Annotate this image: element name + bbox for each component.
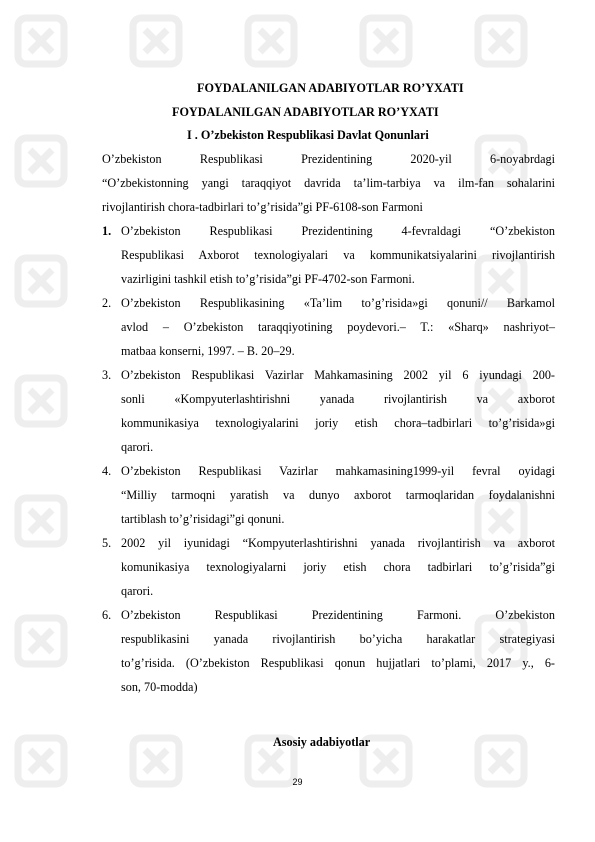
reference-number: 1. — [102, 224, 112, 238]
reference-line: qarori. — [121, 440, 154, 454]
reference-text — [121, 463, 555, 535]
reference-number: 2. — [102, 296, 112, 310]
reference-line: O’zbekiston Respublikasi Vazirlar Mahkamasining 2002 yil 6 iyundagi 200- — [121, 368, 555, 382]
reference-line: matbaa konserni, 1997. – B. 20–29. — [121, 344, 295, 358]
reference-line: O’zbekiston Respublikasining «Ta’lim to’g’risida»gi qonuni// Barkamol — [121, 296, 555, 310]
reference-line: “Milliy tarmoqni yaratish va dunyo axborot tarmoqlaridan foydalanishni — [121, 488, 555, 502]
page-number: 29 — [292, 777, 303, 787]
reference-line: O’zbekiston Respublikasi Vazirlar mahkamasining1999-yil fevral oyidagi — [121, 464, 555, 478]
reference-line: avlod – O’zbekiston taraqqiyotining poydevori.– T.: «Sharq» nashriyot– — [121, 320, 555, 334]
reference-line: komunikasiya texnologiyalarni joriy etish chora tadbirlari to’g’risida”gi — [121, 560, 555, 574]
intro-paragraph — [102, 151, 555, 223]
reference-text — [121, 535, 555, 607]
reference-line: O’zbekiston Respublikasi Prezidentining 4-fevraldagi “O’zbekiston — [121, 224, 555, 238]
reference-line: respublikasini yanada rivojlantirish bo’yicha harakatlar strategiyasi — [121, 632, 555, 646]
reference-line: Respublikasi Axborot texnologiyalari va kommunikatsiyalarini rivojlantirish — [121, 248, 555, 262]
section-title: I . O’zbekiston Respublikasi Davlat Qonunlari — [187, 128, 429, 142]
reference-line: qarori. — [121, 584, 154, 598]
closing-heading: Asosiy adabiyotlar — [273, 735, 371, 749]
reference-number: 4. — [102, 464, 112, 478]
reference-line: 2002 yil iyunidagi “Kompyuterlashtirishni yanada rivojlantirish va axborot — [121, 536, 555, 550]
reference-number: 5. — [102, 536, 112, 550]
reference-line: kommunikasiya texnologiyalarini joriy etish chora–tadbirlari to’g’risida»gi — [121, 416, 555, 430]
reference-number: 3. — [102, 368, 112, 382]
intro-line: rivojlantirish chora-tadbirlari to’g’risida”gi PF-6108-son Farmoni — [102, 200, 423, 214]
reference-line: to’g’risida. (O’zbekiston Respublikasi qonun hujjatlari to’plami, 2017 y., 6- — [121, 656, 555, 670]
bibliography-heading: FOYDALANILGAN ADABIYOTLAR RO’YXATI — [172, 105, 439, 119]
reference-line: sonli «Kompyuterlashtirishni yanada rivojlantirish va axborot — [121, 392, 555, 406]
document-title: FOYDALANILGAN ADABIYOTLAR RO’YXATI — [197, 81, 464, 95]
reference-line: vazirligini tashkil etish to’g’risida”gi PF-4702-son Farmoni. — [121, 272, 415, 286]
reference-text — [121, 367, 555, 463]
intro-line: O’zbekiston Respublikasi Prezidentining 2020-yil 6-noyabrdagi — [102, 152, 555, 166]
intro-line: “O’zbekistonning yangi taraqqiyot davrida ta’lim-tarbiya va ilm-fan sohalarini — [102, 176, 555, 190]
reference-text — [121, 223, 555, 295]
reference-number: 6. — [102, 608, 112, 622]
reference-line: tartiblash to’g’risidagi”gi qonuni. — [121, 512, 285, 526]
reference-line: O’zbekiston Respublikasi Prezidentining Farmoni. O’zbekiston — [121, 608, 555, 622]
reference-text — [121, 295, 555, 367]
reference-text — [121, 607, 555, 703]
reference-line: son, 70-modda) — [121, 680, 198, 694]
